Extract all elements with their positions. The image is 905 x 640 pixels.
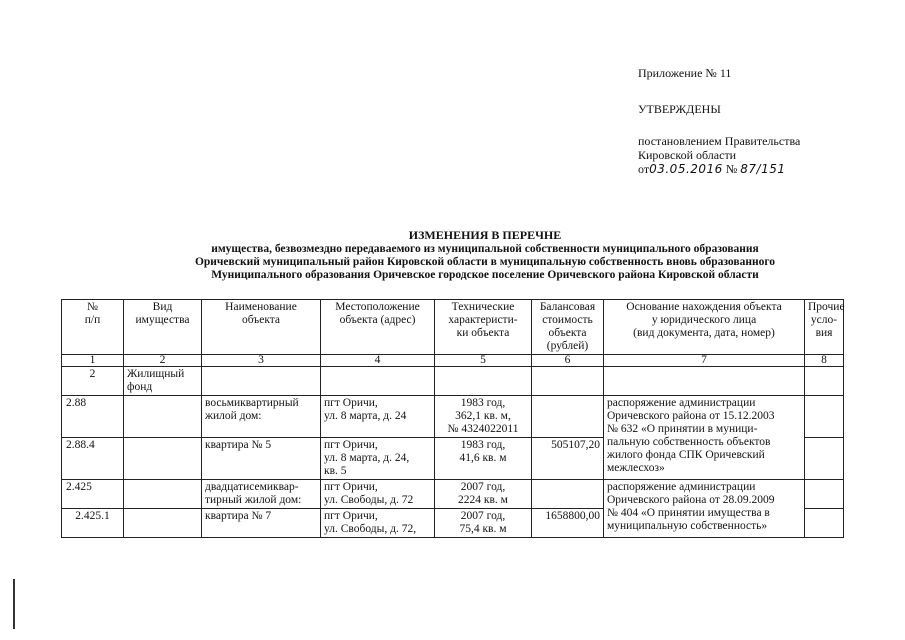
handwritten-date: 03.05.2016 <box>649 162 723 176</box>
title-line-3: Муниципального образования Оричевское городское поселение Оричевского района Кировской области <box>211 269 759 281</box>
column-number: 8 <box>805 355 844 367</box>
cell-number: 2.88.4 <box>62 438 124 480</box>
cell-property-type <box>124 509 202 538</box>
cell-other <box>805 480 844 509</box>
header-book-value: Балансовая стоимость объекта (рублей) <box>532 300 604 355</box>
cell-object-name: квартира № 7 <box>202 509 321 538</box>
header-object-name: Наименование объекта <box>202 300 321 355</box>
cell-book-value <box>532 367 604 396</box>
cell-basis: распоряжение администрации Оричевского района от 28.09.2009 № 404 «О принятии имущества в муниципальную собственность» <box>604 480 805 538</box>
column-number: 2 <box>124 355 202 367</box>
decree-line-1: постановлением Правительства <box>638 134 801 148</box>
cell-basis: распоряжение администрации Оричевского района от 15.12.2003 № 632 «О принятии в муници- пальную собственность объектов жилого фонда СПК Оричевский межлесхоз» <box>604 396 805 480</box>
scan-margin-mark <box>13 579 15 629</box>
table-row <box>62 396 844 438</box>
cell-object-name <box>202 367 321 396</box>
cell-other <box>805 509 844 538</box>
header-property-type: Вид имущества <box>124 300 202 355</box>
document-title-block <box>150 229 820 282</box>
cell-address: пгт Оричи, ул. Свободы, д. 72, <box>321 509 435 538</box>
cell-address: пгт Оричи, ул. 8 марта, д. 24 <box>321 396 435 438</box>
number-prefix: № <box>725 162 738 176</box>
cell-number: 2.425.1 <box>62 509 124 538</box>
header-address: Местоположение объекта (адрес) <box>321 300 435 355</box>
column-number-row <box>62 355 844 367</box>
cell-number: 2 <box>62 367 124 396</box>
table-header-row <box>62 300 844 355</box>
cell-book-value <box>532 396 604 438</box>
cell-property-type <box>124 480 202 509</box>
cell-number: 2.88 <box>62 396 124 438</box>
column-number: 4 <box>321 355 435 367</box>
cell-book-value <box>532 480 604 509</box>
decree-line-2: Кировской области <box>638 148 737 162</box>
cell-property-type <box>124 396 202 438</box>
cell-other <box>805 438 844 480</box>
cell-object-name: восьмиквартирный жилой дом: <box>202 396 321 438</box>
cell-technical: 2007 год, 2224 кв. м <box>435 480 532 509</box>
header-technical: Технические характеристи- ки объекта <box>435 300 532 355</box>
table-row <box>62 480 844 509</box>
date-prefix: от <box>638 162 650 176</box>
decree-date-line <box>638 162 888 176</box>
cell-address: пгт Оричи, ул. 8 марта, д. 24, кв. 5 <box>321 438 435 480</box>
property-changes-table <box>61 299 844 538</box>
header-number: № п/п <box>62 300 124 355</box>
document-title: ИЗМЕНЕНИЯ В ПЕРЕЧНЕ <box>408 228 562 242</box>
cell-address: пгт Оричи, ул. Свободы, д. 72 <box>321 480 435 509</box>
cell-technical: 1983 год, 41,6 кв. м <box>435 438 532 480</box>
cell-other <box>805 367 844 396</box>
cell-other <box>805 396 844 438</box>
header-other: Прочие усло- вия <box>805 300 844 355</box>
handwritten-number: 87/151 <box>740 162 786 176</box>
cell-property-type <box>124 438 202 480</box>
title-line-2: Оричевский муниципальный район Кировской области в муниципальную собственность вновь образованного <box>194 256 776 268</box>
header-basis: Основание нахождения объекта у юридического лица (вид документа, дата, номер) <box>604 300 805 355</box>
cell-object-name: квартира № 5 <box>202 438 321 480</box>
appendix-label: Приложение № 11 <box>638 66 732 80</box>
cell-technical <box>435 367 532 396</box>
table-row <box>62 367 844 396</box>
column-number: 7 <box>604 355 805 367</box>
cell-property-type: Жилищный фонд <box>124 367 202 396</box>
cell-book-value: 505107,20 <box>532 438 604 480</box>
cell-number: 2.425 <box>62 480 124 509</box>
cell-technical: 1983 год, 362,1 кв. м, № 4324022011 <box>435 396 532 438</box>
cell-book-value: 1658800,00 <box>532 509 604 538</box>
cell-technical: 2007 год, 75,4 кв. м <box>435 509 532 538</box>
column-number: 6 <box>532 355 604 367</box>
cell-address <box>321 367 435 396</box>
approved-label: УТВЕРЖДЕНЫ <box>638 102 721 116</box>
approval-block <box>638 66 888 176</box>
column-number: 3 <box>202 355 321 367</box>
title-line-1: имущества, безвозмездно передаваемого из муниципальной собственности муниципального образования <box>211 243 759 255</box>
cell-basis <box>604 367 805 396</box>
cell-object-name: двадцатисемиквар- тирный жилой дом: <box>202 480 321 509</box>
column-number: 1 <box>62 355 124 367</box>
column-number: 5 <box>435 355 532 367</box>
